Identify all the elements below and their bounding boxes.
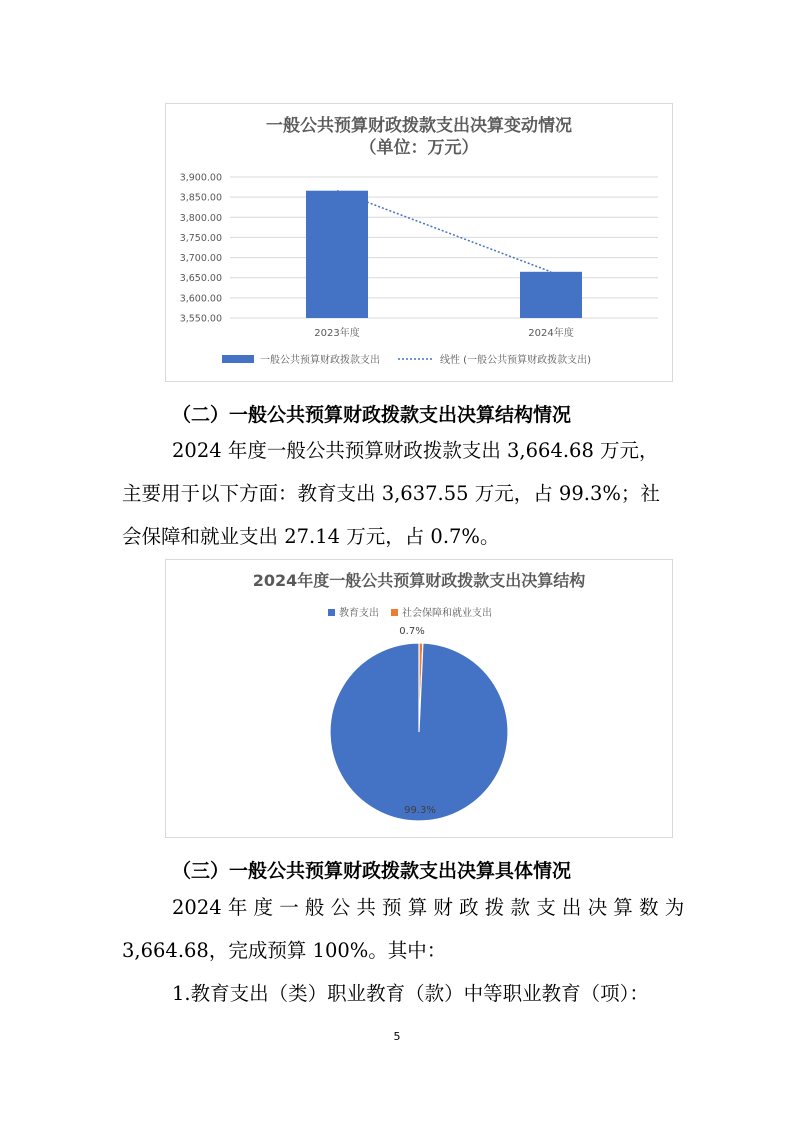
pie-chart-title: 2024年度一般公共预算财政拨款支出决算结构: [252, 571, 586, 590]
bar-chart-title: 一般公共预算财政拨款支出决算变动情况: [266, 116, 572, 136]
bar-ytick-label: 3,900.00: [179, 172, 222, 184]
bar-ytick-label: 3,550.00: [179, 313, 222, 325]
legend-bar-label: 一般公共预算财政拨款支出: [260, 355, 380, 366]
section3-paragraph-line1: 2024 年 度 一 般 公 共 预 算 财 政 拨 款 支 出 决 算 数 为: [172, 896, 685, 919]
bar-0: [306, 191, 368, 318]
bar-trendline: [337, 191, 551, 272]
bar-xtick-label: 2024年度: [528, 328, 574, 339]
bar-ytick-label: 3,600.00: [179, 293, 222, 305]
section3-paragraph-line3: 1.教育支出（类）职业教育（款）中等职业教育（项）：: [172, 982, 649, 1005]
bar-ytick-label: 3,800.00: [179, 212, 222, 224]
bar-ytick-label: 3,700.00: [179, 253, 222, 265]
pie-data-label-0: 99.3%: [404, 805, 436, 816]
page-number: 5: [393, 1030, 401, 1043]
legend-trend-label: 线性 (一般公共预算财政拨款支出): [440, 355, 591, 366]
bar-xtick-label: 2023年度: [314, 328, 360, 339]
bar-chart-subtitle: （单位：万元）: [359, 138, 479, 158]
pie-data-label-1: 0.7%: [399, 626, 425, 637]
bar-chart: [166, 104, 672, 381]
pie-chart-frame: [165, 559, 673, 838]
legend-bar-swatch: [222, 355, 254, 363]
pie-legend-label-0: 教育支出: [339, 608, 379, 619]
bar-1: [520, 272, 582, 318]
bar-chart-frame: [165, 103, 673, 382]
pie-legend-label-1: 社会保障和就业支出: [402, 608, 492, 619]
section2-paragraph-line2: 主要用于以下方面：教育支出 3,637.55 万元，占 99.3%；社: [122, 482, 660, 505]
section3-paragraph-line2: 3,664.68，完成预算 100%。其中：: [122, 939, 447, 962]
section3-heading: （三）一般公共预算财政拨款支出决算具体情况: [172, 860, 572, 882]
section2-heading: （二）一般公共预算财政拨款支出决算结构情况: [172, 404, 572, 426]
pie-legend-swatch-0: [328, 609, 335, 616]
section2-paragraph-line1: 2024 年度一般公共预算财政拨款支出 3,664.68 万元，: [172, 439, 659, 462]
bar-ytick-label: 3,650.00: [179, 273, 222, 285]
pie-chart: [166, 560, 672, 837]
bar-ytick-label: 3,750.00: [179, 232, 222, 244]
bar-ytick-label: 3,850.00: [179, 192, 222, 204]
pie-legend-swatch-1: [391, 609, 398, 616]
pie-slice-0: [330, 643, 508, 821]
section2-paragraph-line3: 会保障和就业支出 27.14 万元，占 0.7%。: [122, 525, 500, 548]
